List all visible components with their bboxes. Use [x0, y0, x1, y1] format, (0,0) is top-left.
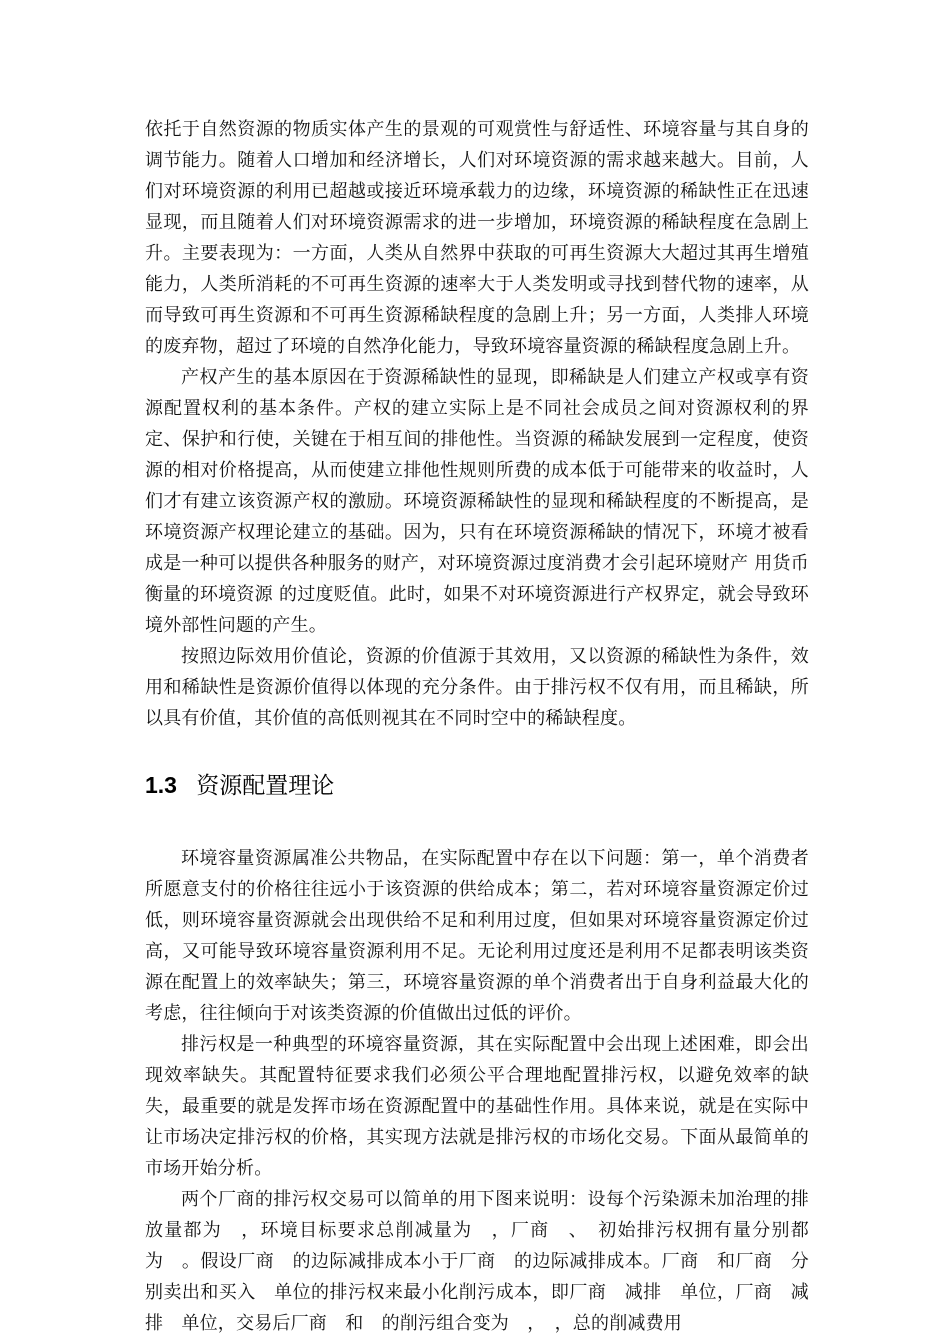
- paragraph-environment-scarcity: 依托于自然资源的物质实体产生的景观的可观赏性与舒适性、环境容量与其自身的调节能力。随着人口增加和经济增长，人们对环境资源的需求越来越大。目前，人们对环境资源的利用已超越或接近环境承载力的边缘，环境资源的稀缺性正在迅速显现，而且随着人们对环境资源需求的进一步增加，环境资源的稀缺程度在急剧上升。主要表现为：一方面，人类从自然界中获取的可再生资源大大超过其再生增殖能力，人类所消耗的不可再生资源的速率大于人类发明或寻找到替代物的速率，从而导致可再生资源和不可再生资源稀缺程度的急剧上升；另一方面，人类排人环境的废弃物，超过了环境的自然净化能力，导致环境容量资源的稀缺程度急剧上升。: [145, 119, 809, 357]
- section-title: 资源配置理论: [196, 773, 335, 799]
- paragraph-property-rights: 产权产生的基本原因在于资源稀缺性的显现，即稀缺是人们建立产权或享有资源配置权利的基本条件。产权的建立实际上是不同社会成员之间对资源权利的界定、保护和行使，关键在于相互间的排他性。当资源的稀缺发展到一定程度，使资源的相对价格提高，从而使建立排他性规则所费的成本低于可能带来的收益时，人们才有建立该资源产权的激励。环境资源稀缺性的显现和稀缺程度的不断提高，是环境资源产权理论建立的基础。因为，只有在环境资源稀缺的情况下，环境才被看成是一种可以提供各种服务的财产，对环境资源过度消费才会引起环境财产 用货币衡量的环境资源 的过度贬值。此时，如果不对环境资源进行产权界定，就会导致环境外部性问题的产生。: [145, 367, 809, 636]
- paragraph-marginal-utility: 按照边际效用价值论，资源的价值源于其效用，又以资源的稀缺性为条件，效用和稀缺性是资源价值得以体现的充分条件。由于排污权不仅有用，而且稀缺，所以具有价值，其价值的高低则视其在不同时空中的稀缺程度。: [145, 646, 809, 729]
- section-number: 1.3: [145, 772, 177, 798]
- paragraph-emission-rights: 排污权是一种典型的环境容量资源，其在实际配置中会出现上述困难，即会出现效率缺失。其配置特征要求我们必须公平合理地配置排污权，以避免效率的缺失，最重要的就是发挥市场在资源配置中的基础性作用。具体来说，就是在实际中让市场决定排污权的价格，其实现方法就是排污权的市场化交易。下面从最简单的市场开始分析。: [145, 1034, 809, 1179]
- document-page: [145, 114, 809, 1339]
- section-heading: [145, 770, 809, 801]
- paragraph-public-goods: 环境容量资源属准公共物品，在实际配置中存在以下问题：第一，单个消费者所愿意支付的价格往往远小于该资源的供给成本；第二，若对环境容量资源定价过低，则环境容量资源就会出现供给不足和利用过度，但如果对环境容量资源定价过高，又可能导致环境容量资源利用不足。无论利用过度还是利用不足都表明该类资源在配置上的效率缺失；第三，环境容量资源的单个消费者出于自身利益最大化的考虑，往往倾向于对该类资源的价值做出过低的评价。: [145, 848, 809, 1024]
- paragraph-two-firms-trading: 两个厂商的排污权交易可以简单的用下图来说明：设每个污染源未加治理的排放量都为 ，环境目标要求总削减量为 ，厂商 、 初始排污权拥有量分别都为 。假设厂商 的边际减排成本小于厂商 的边际减排成本。厂商 和厂商 分别卖出和买入 单位的排污权来最小化削污成本，即厂商 减排 单位，厂商 减排 单位，交易后厂商 和 的削污组合变为 ， ，总的削减费用: [145, 1189, 809, 1334]
